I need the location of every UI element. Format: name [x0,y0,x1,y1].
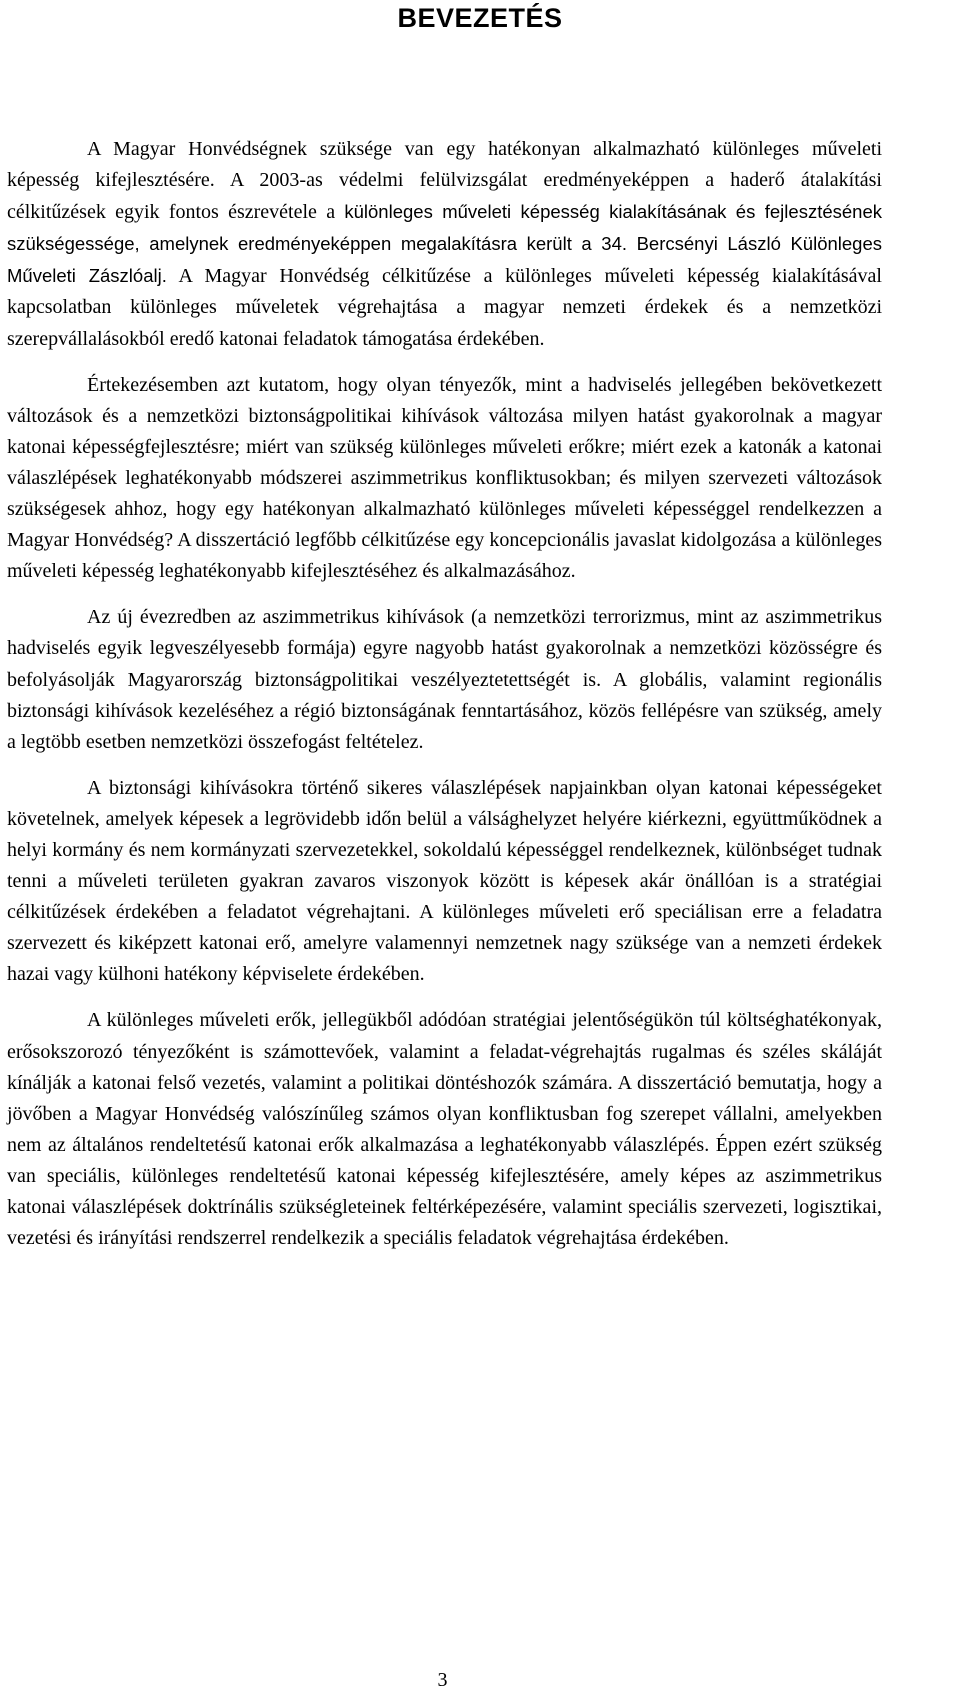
paragraph-4: A biztonsági kihívásokra történő sikeres válaszlépések napjainkban olyan katonai képességeket követelnek, amelyek képesek a legrövidebb időn belül a válsághelyzet helyére kiérkezni, együttműködnek a helyi kormány és nem kormányzati szervezetekkel, sokoldalú képességgel rendelkeznek, különbséget tudnak tenni a műveleti területen gyakran zavaros viszonyok között is képesek akár önállóan is a stratégiai célkitűzések érdekében a feladatot végrehajtani. A különleges műveleti erő speciálisan erre a feladatra szervezett és kiképzett katonai erő, amelyre valamennyi nemzetnek nagy szüksége van a nemzeti érdekek hazai vagy külhoni hatékony képviselete érdekében. [7,776,882,986]
document-body [7,134,882,1254]
paragraph-1-part-2: különleges műveleti képesség kialakításának és fejlesztésének szükségessége, amelynek eredményeképpen megalakításra került a 34. Bercsényi László Különleges Műveleti Zászlóalj. [7,201,882,287]
paragraph-1-part-3: A Magyar Honvédség célkitűzése a különleges műveleti képesség kialakításával kapcsolatban különleges műveletek végrehajtása a magyar nemzeti érdekek és a nemzetközi szerepvállalásokból eredő katonai feladatok támogatása érdekében. [7,265,882,350]
paragraph-2: Értekezésemben azt kutatom, hogy olyan tényezők, mint a hadviselés jellegében bekövetkezett változások és a nemzetközi biztonságpolitikai kihívások változása milyen hatást gyakorolnak a magyar katonai képességfejlesztésre; miért van szükség különleges műveleti erőkre; miért ezek a katonák a katonai válaszlépések leghatékonyabb módszerei aszimmetrikus konfliktusokban; és milyen szervezeti változások szükségesek ahhoz, hogy egy hatékonyan alkalmazható különleges műveleti képességgel rendelkezzen a Magyar Honvédség? A disszertáció legfőbb célkitűzése egy koncepcionális javaslat kidolgozása a különleges műveleti képesség leghatékonyabb kifejlesztéséhez és alkalmazásához. [7,373,882,583]
paragraph-1-part-1: A Magyar Honvédségnek szüksége van egy hatékonyan alkalmazható különleges műveleti képesség kifejlesztésére. A 2003-as védelmi felülvizsgálat eredményeképpen a haderő átalakítási célkitűzések egyik fontos észrevétele a [7,138,882,224]
paragraph-3: Az új évezredben az aszimmetrikus kihívások (a nemzetközi terrorizmus, mint az aszimmetrikus hadviselés egyik legveszélyesebb formája) egyre nagyobb hatást gyakorolnak a nemzetközi közösségre és befolyásolják Magyarország biztonságpolitikai veszélyeztetettségét is. A globális, valamint regionális biztonsági kihívások kezeléséhez a régió biztonságának fenntartásához, közös fellépésre van szükség, amely a legtöbb esetben nemzetközi összefogást feltételez. [7,606,882,753]
page-number: 3 [437,1669,448,1691]
page-title: BEVEZETÉS [397,3,563,33]
paragraph-5: A különleges műveleti erők, jellegükből adódóan stratégiai jelentőségükön túl költséghatékonyak, erősokszorozó tényezőként is számottevőek, valamint a feladat-végrehajtás rugalmas és széles skáláját kínálják a katonai felső vezetés, valamint a politikai döntéshozók számára. A disszertáció bemutatja, hogy a jövőben a Magyar Honvédség valószínűleg számos olyan konfliktusban fog szerepet vállalni, amelyekben nem az általános rendeltetésű katonai erők alkalmazása a leghatékonyabb válaszlépés. Éppen ezért szükség van speciális, különleges rendeltetésű katonai képesség kifejlesztésére, amely képes az aszimmetrikus katonai válaszlépések doktrínális szükségleteinek feltérképezésére, valamint speciális szervezeti, logisztikai, vezetési és irányítási rendszerrel rendelkezik a speciális feladatok végrehajtása érdekében. [7,1009,882,1250]
paragraph-1 [7,134,882,355]
